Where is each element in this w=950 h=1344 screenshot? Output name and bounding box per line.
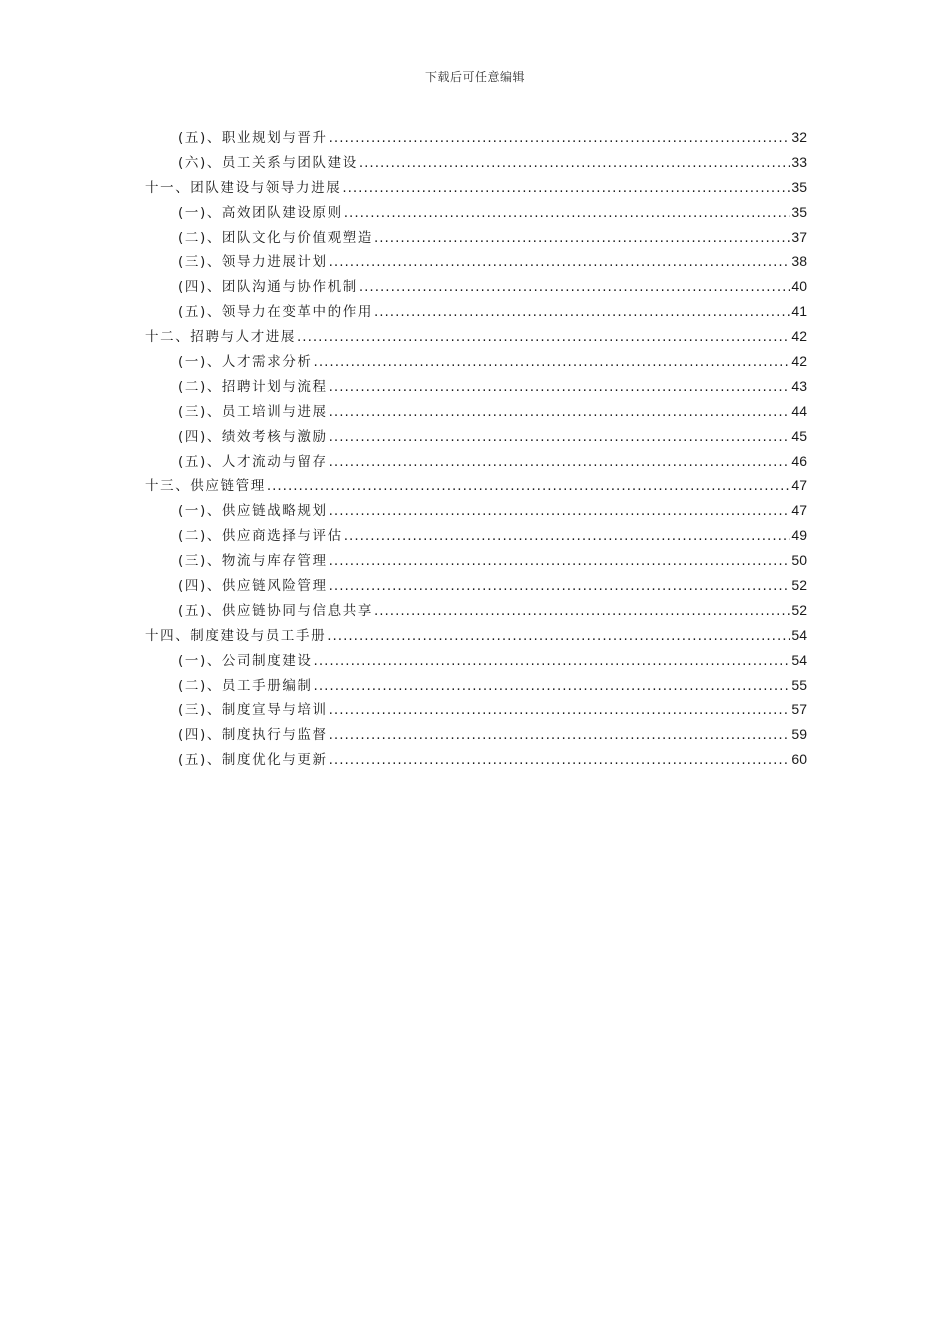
toc-entry-label: (四)、供应链风险管理: [178, 578, 328, 595]
toc-dot-leader: [297, 329, 790, 345]
toc-page-number: 42: [791, 328, 807, 345]
toc-entry-label: (三)、领导力进展计划: [178, 254, 328, 271]
toc-page-number: 37: [791, 228, 807, 245]
toc-page-number: 55: [791, 676, 807, 693]
toc-entry-label: (二)、员工手册编制: [178, 677, 313, 694]
toc-page-number: 38: [791, 253, 807, 270]
toc-page-number: 42: [791, 353, 807, 370]
toc-dot-leader: [374, 304, 790, 320]
toc-dot-leader: [314, 678, 791, 694]
toc-page-number: 59: [791, 726, 807, 743]
toc-dot-leader: [374, 230, 790, 246]
toc-chapter-entry[interactable]: [145, 325, 807, 350]
table-of-contents: [145, 126, 807, 773]
toc-dot-leader: [329, 553, 791, 569]
toc-entry-label: (三)、物流与库存管理: [178, 553, 328, 570]
toc-entry-label: (六)、员工关系与团队建设: [178, 154, 358, 171]
toc-entry-label: (五)、制度优化与更新: [178, 752, 328, 769]
toc-section-entry[interactable]: [145, 649, 807, 674]
toc-page-number: 43: [791, 377, 807, 394]
toc-section-entry[interactable]: [145, 599, 807, 624]
toc-dot-leader: [344, 528, 791, 544]
toc-section-entry[interactable]: [145, 748, 807, 773]
toc-page-number: 45: [791, 427, 807, 444]
toc-page-number: 54: [791, 651, 807, 668]
toc-section-entry[interactable]: [145, 425, 807, 450]
toc-section-entry[interactable]: [145, 250, 807, 275]
toc-dot-leader: [329, 727, 791, 743]
toc-dot-leader: [359, 279, 791, 295]
page-header-note: 下载后可任意编辑: [424, 70, 525, 84]
toc-page-number: 60: [791, 751, 807, 768]
toc-dot-leader: [329, 429, 791, 445]
toc-section-entry[interactable]: [145, 524, 807, 549]
toc-entry-label: (四)、团队沟通与协作机制: [178, 279, 358, 296]
toc-entry-label: (三)、员工培训与进展: [178, 403, 328, 420]
toc-section-entry[interactable]: [145, 698, 807, 723]
toc-page-number: 57: [791, 701, 807, 718]
toc-entry-label: (五)、领导力在变革中的作用: [178, 304, 373, 321]
toc-page-number: 54: [791, 626, 807, 643]
toc-section-entry[interactable]: [145, 126, 807, 151]
toc-section-entry[interactable]: [145, 375, 807, 400]
toc-page-number: 41: [791, 303, 807, 320]
toc-page-number: 32: [791, 129, 807, 145]
toc-page-number: 35: [791, 178, 807, 195]
toc-entry-label: (四)、绩效考核与激励: [178, 428, 328, 445]
toc-page-number: 50: [791, 552, 807, 569]
toc-entry-label: (一)、人才需求分析: [178, 354, 313, 371]
toc-entry-label: (一)、供应链战略规划: [178, 503, 328, 520]
toc-entry-label: (二)、供应商选择与评估: [178, 528, 343, 545]
toc-section-entry[interactable]: [145, 574, 807, 599]
toc-dot-leader: [329, 578, 791, 594]
toc-dot-leader: [342, 180, 790, 196]
toc-section-entry[interactable]: [145, 151, 807, 176]
toc-entry-label: 十一、团队建设与领导力进展: [145, 179, 342, 196]
toc-entry-label: (二)、招聘计划与流程: [178, 378, 328, 395]
toc-entry-label: (五)、供应链协同与信息共享: [178, 602, 373, 619]
toc-dot-leader: [344, 205, 791, 221]
toc-dot-leader: [329, 379, 791, 395]
toc-dot-leader: [329, 503, 791, 519]
toc-chapter-entry[interactable]: [145, 176, 807, 201]
toc-dot-leader: [329, 130, 791, 146]
toc-dot-leader: [327, 628, 790, 644]
toc-entry-label: 十三、供应链管理: [145, 478, 266, 495]
toc-entry-label: 十四、制度建设与员工手册: [145, 627, 327, 644]
toc-page-number: 52: [791, 601, 807, 618]
toc-dot-leader: [314, 653, 791, 669]
toc-section-entry[interactable]: [145, 674, 807, 699]
toc-section-entry[interactable]: [145, 300, 807, 325]
toc-dot-leader: [374, 603, 790, 619]
toc-chapter-entry[interactable]: [145, 624, 807, 649]
toc-dot-leader: [329, 752, 791, 768]
toc-entry-label: (五)、人才流动与留存: [178, 453, 328, 470]
toc-entry-label: (一)、高效团队建设原则: [178, 204, 343, 221]
toc-page-number: 47: [791, 477, 807, 494]
toc-section-entry[interactable]: [145, 226, 807, 251]
toc-section-entry[interactable]: [145, 549, 807, 574]
toc-dot-leader: [267, 478, 791, 494]
toc-page-number: 35: [791, 203, 807, 220]
toc-section-entry[interactable]: [145, 400, 807, 425]
toc-section-entry[interactable]: [145, 275, 807, 300]
toc-dot-leader: [329, 404, 791, 420]
toc-section-entry[interactable]: [145, 499, 807, 524]
toc-chapter-entry[interactable]: [145, 474, 807, 499]
toc-page-number: 47: [791, 502, 807, 519]
toc-entry-label: (三)、制度宣导与培训: [178, 702, 328, 719]
toc-page-number: 44: [791, 402, 807, 419]
toc-entry-label: 十二、招聘与人才进展: [145, 329, 296, 346]
toc-dot-leader: [329, 254, 791, 270]
toc-page-number: 46: [791, 452, 807, 469]
toc-dot-leader: [329, 454, 791, 470]
toc-entry-label: (五)、职业规划与晋升: [178, 130, 328, 146]
toc-section-entry[interactable]: [145, 350, 807, 375]
toc-page-number: 52: [791, 577, 807, 594]
toc-section-entry[interactable]: [145, 723, 807, 748]
toc-page-number: 40: [791, 278, 807, 295]
toc-dot-leader: [329, 702, 791, 718]
toc-dot-leader: [314, 354, 791, 370]
toc-entry-label: (一)、公司制度建设: [178, 652, 313, 669]
toc-entry-label: (四)、制度执行与监督: [178, 727, 328, 744]
toc-section-entry[interactable]: [145, 201, 807, 226]
toc-dot-leader: [359, 155, 791, 171]
toc-section-entry[interactable]: [145, 450, 807, 475]
toc-page-number: 33: [791, 153, 807, 170]
toc-page-number: 49: [791, 527, 807, 544]
toc-entry-label: (二)、团队文化与价值观塑造: [178, 229, 373, 246]
